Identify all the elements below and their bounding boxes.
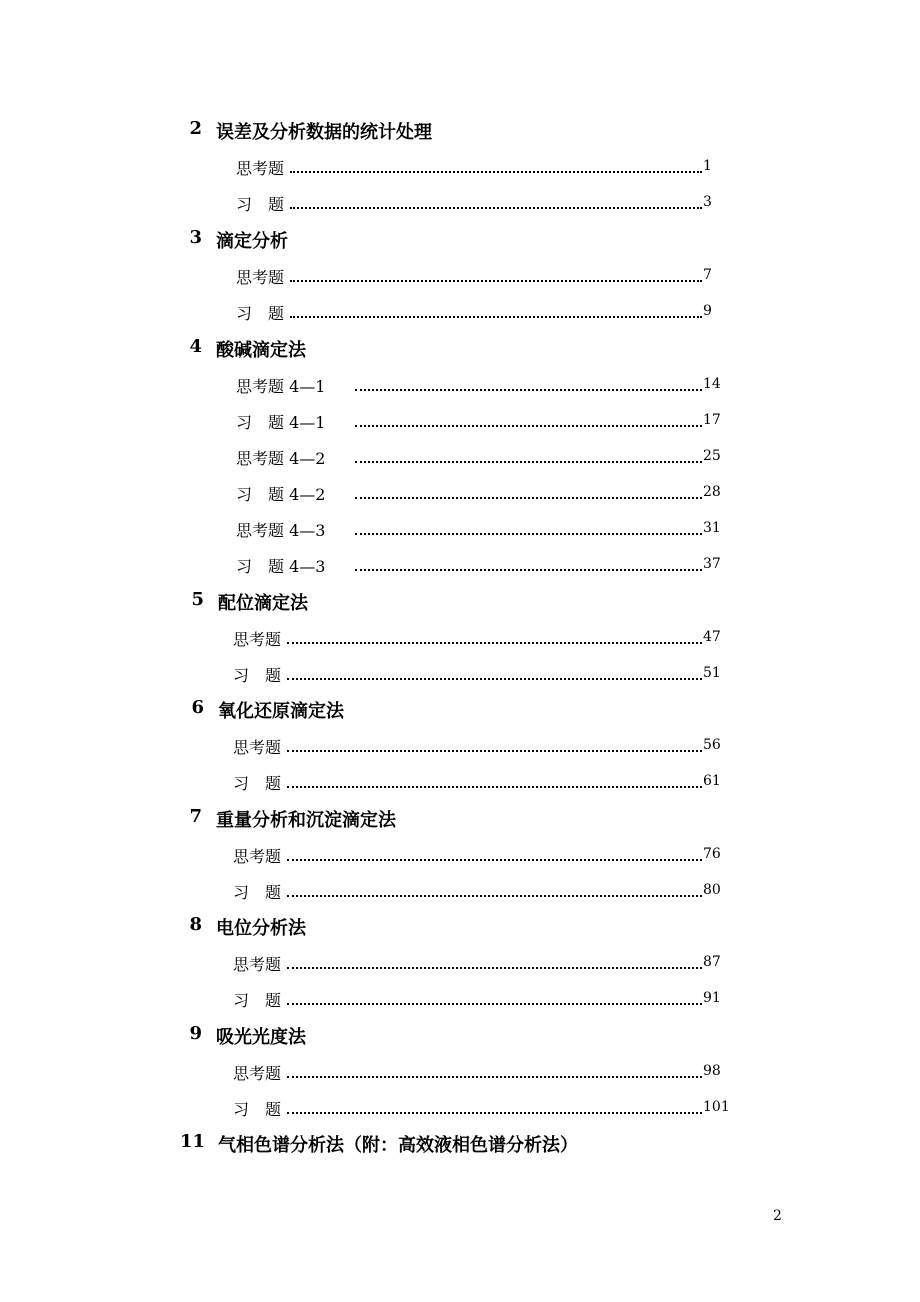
entry-page-number: 14 xyxy=(703,376,721,392)
toc-entry[interactable] xyxy=(233,735,733,757)
entry-label: 习 题 4—1 xyxy=(236,410,327,433)
chapter-number: 6 xyxy=(191,697,204,718)
dot-leader xyxy=(355,425,702,427)
entry-label: 习 题 xyxy=(233,663,283,686)
dot-leader xyxy=(355,389,702,391)
entry-page-number: 47 xyxy=(703,629,721,645)
dot-leader xyxy=(287,750,702,752)
entry-label: 思考题 xyxy=(233,844,283,867)
toc-entry[interactable] xyxy=(236,446,733,468)
chapter-number: 11 xyxy=(180,1131,206,1152)
entry-page-number: 17 xyxy=(703,412,721,428)
toc-entry[interactable] xyxy=(236,156,733,178)
toc-entry[interactable] xyxy=(233,844,733,866)
toc-entry[interactable] xyxy=(233,1061,733,1083)
entry-label: 习 题 xyxy=(233,1097,283,1120)
dot-leader xyxy=(290,280,702,282)
dot-leader xyxy=(287,1112,702,1114)
dot-leader xyxy=(290,207,702,209)
chapter-number: 9 xyxy=(189,1023,202,1044)
entry-label: 思考题 4—1 xyxy=(236,374,327,397)
entry-page-number: 31 xyxy=(703,520,721,536)
dot-leader xyxy=(287,786,702,788)
entry-label: 习 题 xyxy=(233,771,283,794)
dot-leader xyxy=(287,1076,702,1078)
entry-label: 思考题 4—2 xyxy=(236,446,327,469)
page-number: 2 xyxy=(773,1208,782,1224)
chapter-title: 氧化还原滴定法 xyxy=(218,701,344,722)
chapter-title: 吸光光度法 xyxy=(216,1027,306,1048)
dot-leader xyxy=(355,569,702,571)
chapter-title: 酸碱滴定法 xyxy=(216,340,306,361)
chapter-title: 重量分析和沉淀滴定法 xyxy=(216,810,396,831)
entry-page-number: 9 xyxy=(703,303,712,319)
chapter-title: 气相色谱分析法（附：高效液相色谱分析法） xyxy=(218,1135,578,1156)
chapter-title: 配位滴定法 xyxy=(218,593,308,614)
entry-label: 思考题 xyxy=(236,265,286,288)
dot-leader xyxy=(355,497,702,499)
toc-entry[interactable] xyxy=(236,374,733,396)
dot-leader xyxy=(287,1003,702,1005)
entry-page-number: 80 xyxy=(703,882,721,898)
entry-page-number: 56 xyxy=(703,737,721,753)
dot-leader xyxy=(287,859,702,861)
toc-entry[interactable] xyxy=(236,482,733,504)
dot-leader xyxy=(287,642,702,644)
dot-leader xyxy=(290,316,702,318)
toc-entry[interactable] xyxy=(233,952,733,974)
entry-page-number: 101 xyxy=(703,1099,730,1115)
entry-page-number: 98 xyxy=(703,1063,721,1079)
toc-entry[interactable] xyxy=(233,880,733,902)
entry-label: 思考题 xyxy=(233,1061,283,1084)
entry-label: 习 题 4—3 xyxy=(236,554,327,577)
entry-label: 习 题 xyxy=(236,192,286,215)
entry-page-number: 76 xyxy=(703,846,721,862)
dot-leader xyxy=(355,461,702,463)
entry-page-number: 1 xyxy=(703,158,712,174)
entry-label: 思考题 4—3 xyxy=(236,518,327,541)
entry-page-number: 3 xyxy=(703,194,712,210)
dot-leader xyxy=(287,895,702,897)
entry-page-number: 61 xyxy=(703,773,721,789)
entry-label: 思考题 xyxy=(233,627,283,650)
entry-label: 思考题 xyxy=(236,156,286,179)
dot-leader xyxy=(287,678,702,680)
dot-leader xyxy=(290,171,702,173)
toc-entry[interactable] xyxy=(233,627,733,649)
chapter-title: 电位分析法 xyxy=(216,918,306,939)
entry-label: 思考题 xyxy=(233,952,283,975)
dot-leader xyxy=(355,533,702,535)
toc-entry[interactable] xyxy=(236,192,733,214)
toc-entry[interactable] xyxy=(236,554,733,576)
toc-entry[interactable] xyxy=(233,1097,733,1119)
entry-label: 习 题 xyxy=(236,301,286,324)
chapter-number: 2 xyxy=(189,118,202,139)
entry-label: 习 题 xyxy=(233,988,283,1011)
entry-page-number: 87 xyxy=(703,954,721,970)
entry-page-number: 51 xyxy=(703,665,721,681)
entry-label: 思考题 xyxy=(233,735,283,758)
chapter-number: 8 xyxy=(189,914,202,935)
entry-page-number: 91 xyxy=(703,990,721,1006)
entry-page-number: 7 xyxy=(703,267,712,283)
entry-page-number: 25 xyxy=(703,448,721,464)
chapter-number: 5 xyxy=(191,589,204,610)
chapter-title: 滴定分析 xyxy=(216,231,288,252)
toc-entry[interactable] xyxy=(236,518,733,540)
chapter-title: 误差及分析数据的统计处理 xyxy=(216,122,432,143)
chapter-number: 4 xyxy=(189,336,202,357)
chapter-number: 7 xyxy=(189,806,202,827)
entry-label: 习 题 xyxy=(233,880,283,903)
dot-leader xyxy=(287,967,702,969)
entry-page-number: 37 xyxy=(703,556,721,572)
chapter-number: 3 xyxy=(189,227,202,248)
toc-entry[interactable] xyxy=(233,771,733,793)
toc-entry[interactable] xyxy=(236,410,733,432)
entry-label: 习 题 4—2 xyxy=(236,482,327,505)
toc-entry[interactable] xyxy=(236,265,733,287)
toc-entry[interactable] xyxy=(233,663,733,685)
toc-entry[interactable] xyxy=(233,988,733,1010)
entry-page-number: 28 xyxy=(703,484,721,500)
toc-entry[interactable] xyxy=(236,301,733,323)
